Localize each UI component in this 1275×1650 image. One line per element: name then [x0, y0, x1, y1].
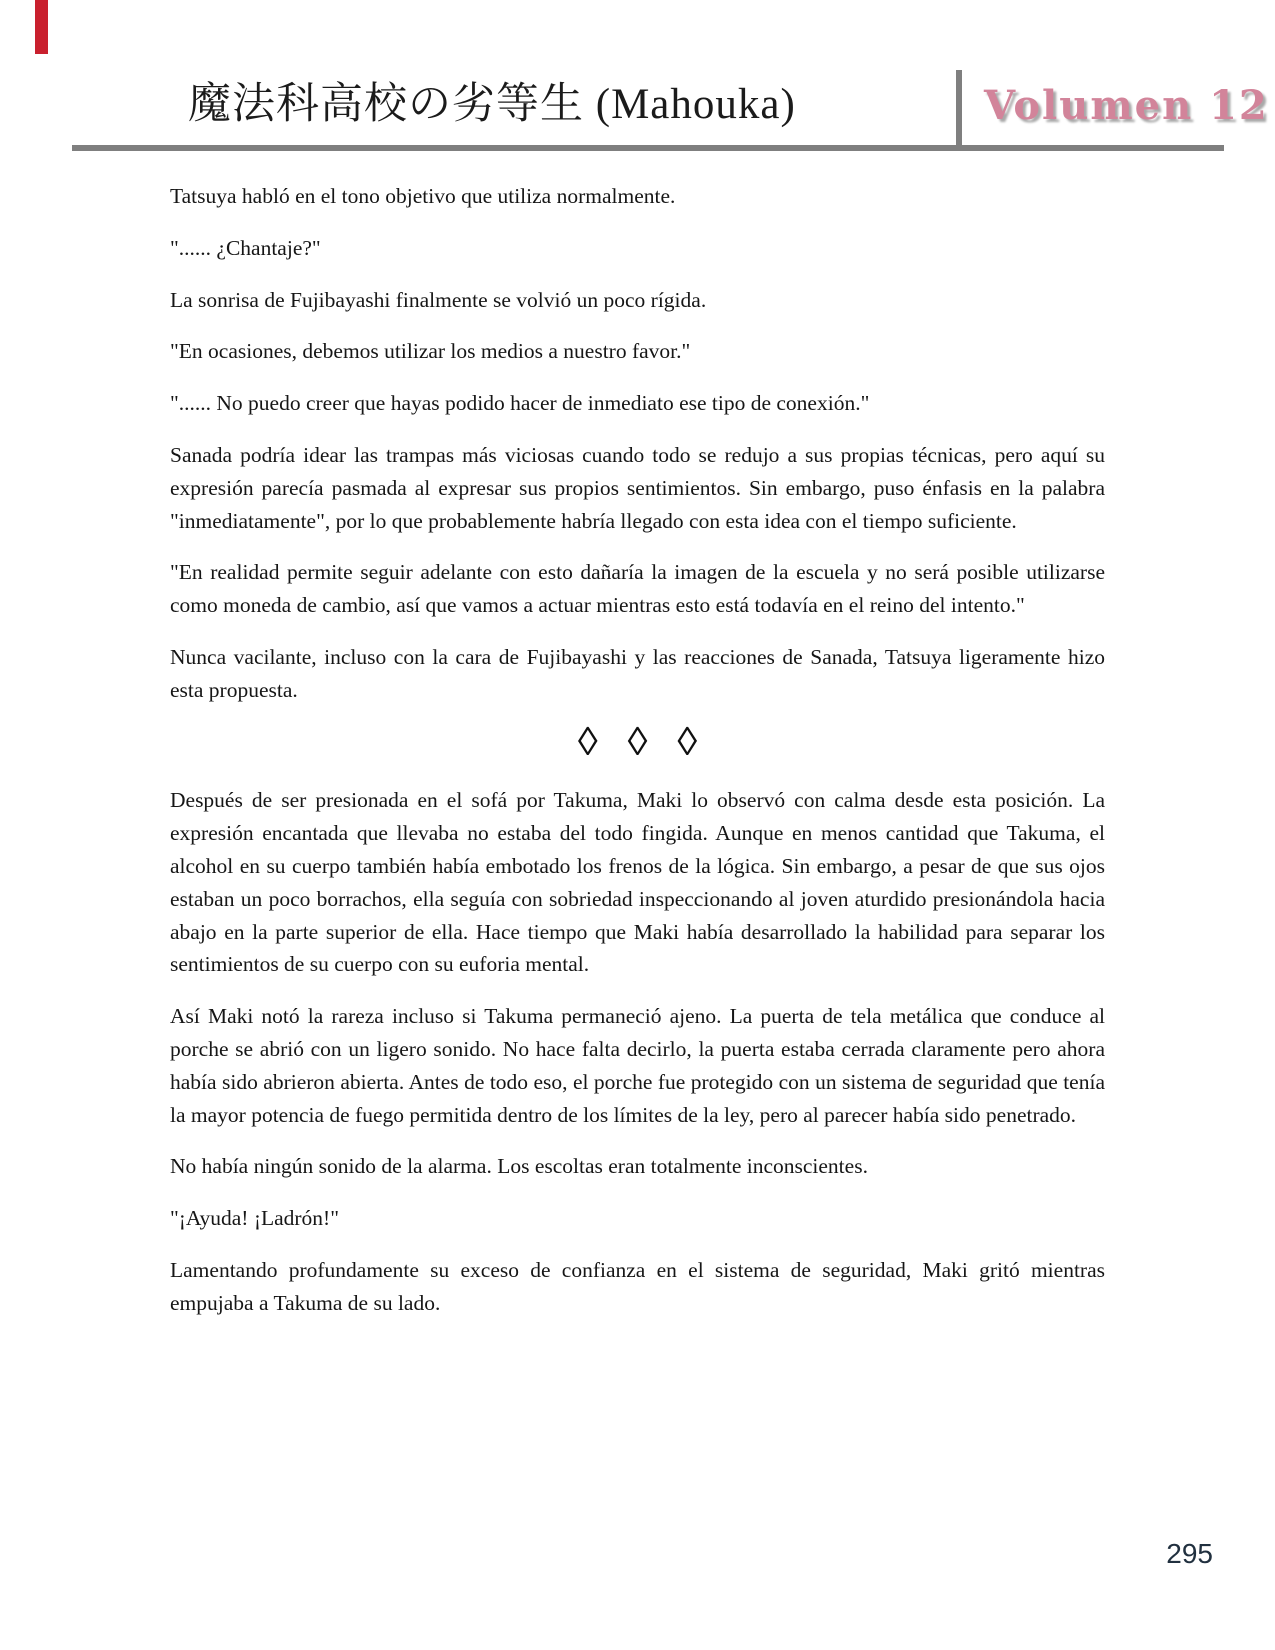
paragraph: Sanada podría idear las trampas más viciosas cuando todo se redujo a sus propias técnicas, pero aquí su expresión parecía pasmada al expresar sus propios sentimientos. Sin embargo, puso énfasis en la palabra "inmediatamente", por lo que probablemente habría llegado con esta idea con el tiempo suficiente.: [170, 442, 1105, 533]
paragraph: "...... ¿Chantaje?": [170, 235, 321, 260]
paragraph: "...... No puedo creer que hayas podido hacer de inmediato ese tipo de conexión.": [170, 391, 870, 416]
page-body: [170, 180, 1105, 1339]
paragraph: Lamentando profundamente su exceso de confianza en el sistema de seguridad, Maki gritó mientras empujaba a Takuma de su lado.: [170, 1257, 1105, 1315]
header-rule: [72, 145, 1224, 151]
paragraph: Tatsuya habló en el tono objetivo que utiliza normalmente.: [170, 184, 676, 208]
scene-break-divider: ◊ ◊ ◊: [577, 718, 708, 764]
paragraph: Nunca vacilante, incluso con la cara de Fujibayashi y las reacciones de Sanada, Tatsuya ligeramente hizo esta propuesta.: [170, 644, 1105, 702]
paragraph: "En ocasiones, debemos utilizar los medios a nuestro favor.": [170, 339, 691, 364]
paragraph: No había ningún sonido de la alarma. Los escoltas eran totalmente inconscientes.: [170, 1154, 868, 1179]
paragraph: "En realidad permite seguir adelante con esto dañaría la imagen de la escuela y no será posible utilizarse como moneda de cambio, así que vamos a actuar mientras esto está todavía en el reino del intento.": [170, 560, 1105, 618]
paragraph: Después de ser presionada en el sofá por Takuma, Maki lo observó con calma desde esta posición. La expresión encantada que llevaba no estaba del todo fingida. Aunque en menos cantidad que Takuma, el alcohol en su cuerpo también había embotado los frenos de la lógica. Sin embargo, a pesar de que sus ojos estaban un poco borrachos, ella seguía con sobriedad inspeccionando al joven aturdido presionándola hacia abajo en la parte superior de ella. Hace tiempo que Maki había desarrollado la habilidad para separar los sentimientos de su cuerpo con su euforia mental.: [170, 788, 1105, 977]
page-number: 295: [1166, 1538, 1213, 1569]
header-vertical-divider: [956, 70, 962, 151]
paragraph: "¡Ayuda! ¡Ladrón!": [170, 1206, 339, 1231]
paragraph: Así Maki notó la rareza incluso si Takuma permaneció ajeno. La puerta de tela metálica que conduce al porche se abrió con un ligero sonido. No hace falta decirlo, la puerta estaba cerrada claramente pero ahora había sido abrieron abierta. Antes de todo eso, el porche fue protegido con un sistema de seguridad que tenía la mayor potencia de fuego permitida dentro de los límites de la ley, pero al parecer había sido penetrado.: [170, 1004, 1105, 1127]
paragraph: La sonrisa de Fujibayashi finalmente se volvió un poco rígida.: [170, 287, 707, 312]
bookmark-ribbon: [35, 0, 48, 54]
volume-label: Volumen 12: [984, 82, 1269, 129]
page-title: 魔法科高校の劣等生 (Mahouka): [188, 81, 796, 128]
